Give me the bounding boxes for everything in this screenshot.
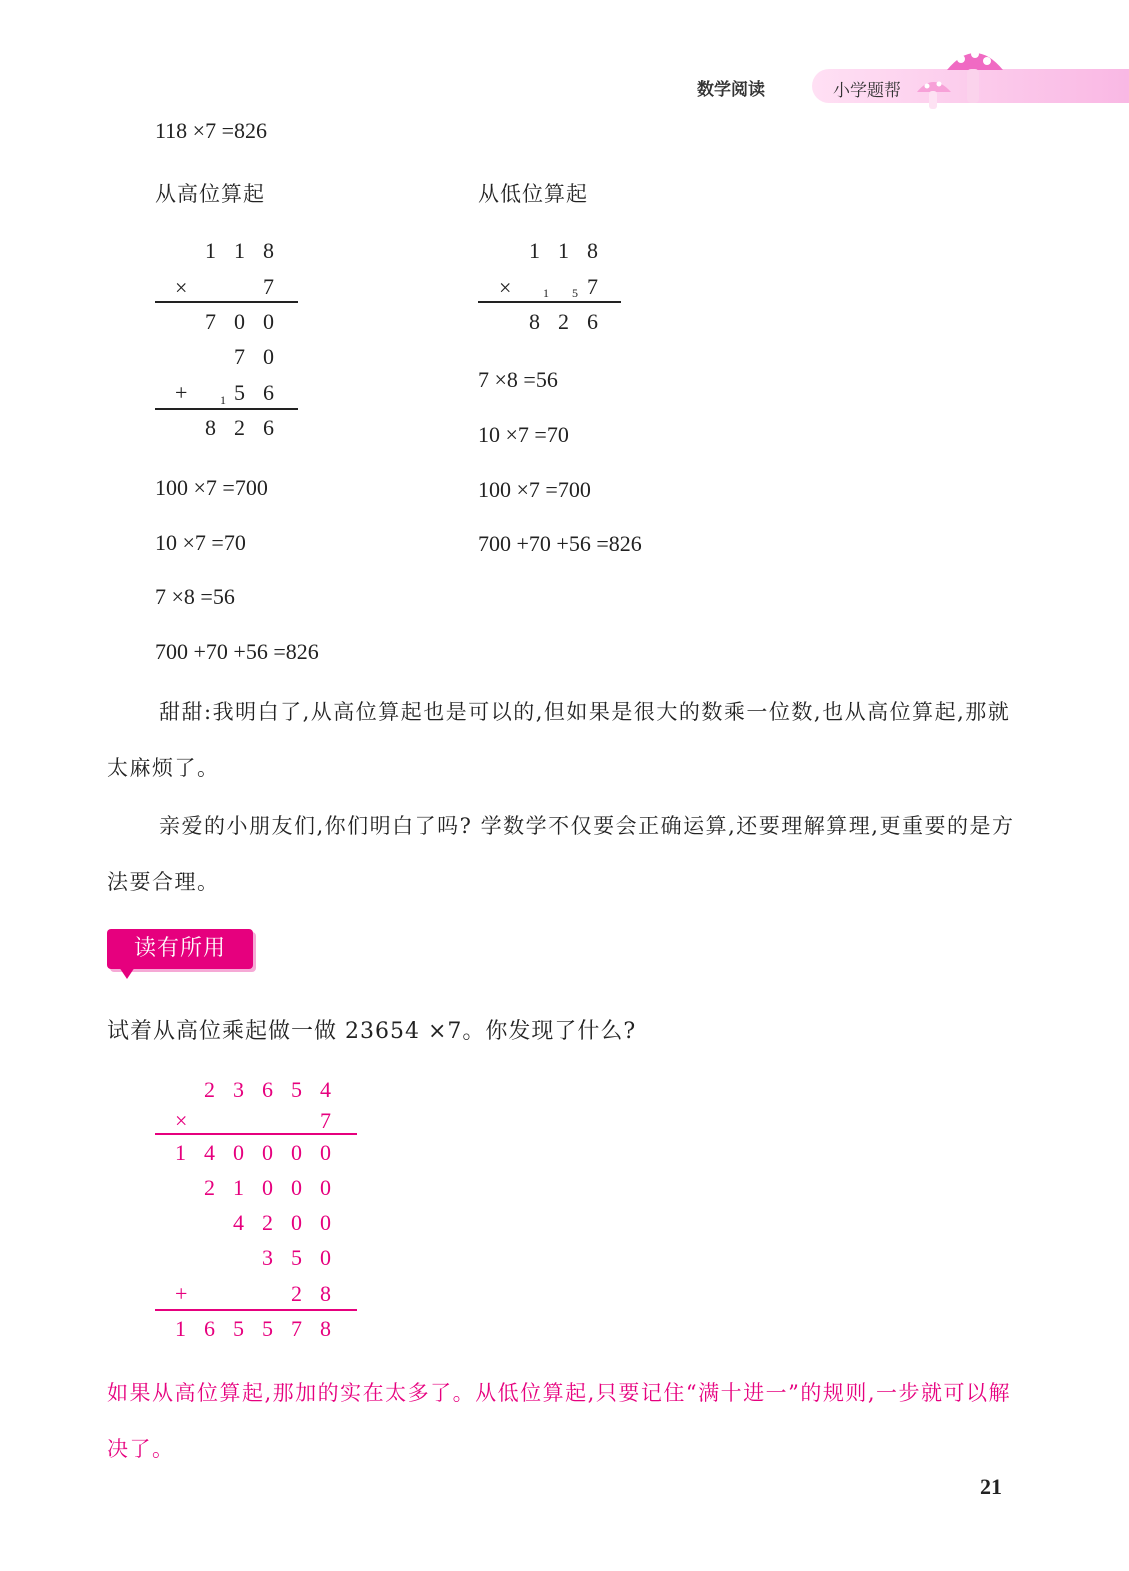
answer-p2-d2: 1 — [233, 1175, 244, 1200]
left-method-title: 从高位算起 — [155, 182, 265, 206]
right-top-digit-1: 1 — [529, 238, 540, 263]
right-carry-2: 5 — [572, 286, 578, 300]
answer-plus-sign: + — [175, 1281, 188, 1306]
left-partial-1-digit-3: 0 — [263, 309, 274, 334]
answer-p3-d3: 0 — [291, 1210, 302, 1235]
answer-p2-d4: 0 — [291, 1175, 302, 1200]
left-plus-sign: + — [175, 380, 188, 405]
left-step-1: 100 ×7 =700 — [155, 475, 268, 500]
answer-rule-2 — [155, 1309, 357, 1311]
right-method-title: 从低位算起 — [478, 182, 588, 206]
right-top-digit-2: 1 — [558, 238, 569, 263]
answer-top-digit-2: 3 — [233, 1077, 244, 1102]
answer-result-d5: 7 — [291, 1316, 302, 1341]
answer-p4-d2: 5 — [291, 1245, 302, 1270]
answer-p5-d1: 2 — [291, 1281, 302, 1306]
header-series-label: 小学题帮 — [833, 81, 901, 101]
left-top-digit-2: 1 — [234, 238, 245, 263]
answer-times-sign: × — [175, 1108, 188, 1133]
answer-p2-d3: 0 — [262, 1175, 273, 1200]
left-step-3: 7 ×8 =56 — [155, 584, 235, 609]
right-result-digit-3: 6 — [587, 309, 598, 334]
answer-rule-1 — [155, 1133, 357, 1135]
right-result-digit-2: 2 — [558, 309, 569, 334]
left-partial-2-digit-1: 7 — [234, 344, 245, 369]
paragraph-summary: 亲爱的小朋友们,你们明白了吗? 学数学不仅要会正确运算,还要理解算理,更重要的是方法要合理。 — [107, 814, 1015, 894]
header-section-label: 数学阅读 — [697, 80, 765, 100]
paragraph-tiantian: 甜甜:我明白了,从高位算起也是可以的,但如果是很大的数乘一位数,也从高位算起,那就太麻烦了。 — [107, 700, 1011, 780]
answer-top-digit-4: 5 — [291, 1077, 302, 1102]
answer-p1-d6: 0 — [320, 1140, 331, 1165]
answer-p2-d5: 0 — [320, 1175, 331, 1200]
right-step-1: 7 ×8 =56 — [478, 367, 558, 392]
left-result-digit-1: 8 — [205, 415, 216, 440]
left-carry: 1 — [220, 393, 226, 407]
answer-result-d4: 5 — [262, 1316, 273, 1341]
answer-result-d6: 8 — [320, 1316, 331, 1341]
answer-top-digit-5: 4 — [320, 1077, 331, 1102]
section-tag-tail — [119, 967, 135, 979]
left-rule-2 — [155, 408, 298, 410]
answer-result-d2: 6 — [204, 1316, 215, 1341]
answer-p1-d4: 0 — [262, 1140, 273, 1165]
left-partial-1-digit-2: 0 — [234, 309, 245, 334]
right-step-2: 10 ×7 =70 — [478, 422, 569, 447]
answer-p2-d1: 2 — [204, 1175, 215, 1200]
page-number: 21 — [980, 1474, 1002, 1499]
left-rule-1 — [155, 301, 298, 303]
answer-p1-d2: 4 — [204, 1140, 215, 1165]
right-step-4: 700 +70 +56 =826 — [478, 531, 642, 556]
answer-p4-d3: 0 — [320, 1245, 331, 1270]
left-result-digit-3: 6 — [263, 415, 274, 440]
left-step-4: 700 +70 +56 =826 — [155, 639, 319, 664]
intro-equation: 118 ×7 =826 — [155, 118, 267, 143]
mushroom-icon — [915, 42, 1005, 112]
left-step-2: 10 ×7 =70 — [155, 530, 246, 555]
left-partial-2-digit-2: 0 — [263, 344, 274, 369]
answer-top-digit-1: 2 — [204, 1077, 215, 1102]
left-top-digit-3: 8 — [263, 238, 274, 263]
left-result-digit-2: 2 — [234, 415, 245, 440]
answer-p4-d1: 3 — [262, 1245, 273, 1270]
answer-result-d3: 5 — [233, 1316, 244, 1341]
left-partial-1-digit-1: 7 — [205, 309, 216, 334]
answer-p1-d5: 0 — [291, 1140, 302, 1165]
answer-p3-d4: 0 — [320, 1210, 331, 1235]
answer-p3-d1: 4 — [233, 1210, 244, 1235]
left-partial-3-digit-2: 6 — [263, 380, 274, 405]
right-step-3: 100 ×7 =700 — [478, 477, 591, 502]
section-tag: 读有所用 — [107, 929, 253, 969]
right-carry-1: 1 — [543, 286, 549, 300]
answer-p5-d2: 8 — [320, 1281, 331, 1306]
answer-p1-d1: 1 — [175, 1140, 186, 1165]
answer-multiplier: 7 — [320, 1108, 331, 1133]
right-rule — [478, 301, 621, 303]
left-multiplier: 7 — [263, 274, 274, 299]
left-partial-3-digit-1: 5 — [234, 380, 245, 405]
answer-explanation: 如果从高位算起,那加的实在太多了。从低位算起,只要记住“满十进一”的规则,一步就可以解决了。 — [107, 1381, 1011, 1461]
answer-result-d1: 1 — [175, 1316, 186, 1341]
exercise-question: 试着从高位乘起做一做 23654 ×7。你发现了什么? — [107, 1019, 637, 1044]
right-times-sign: × — [499, 275, 512, 300]
answer-top-digit-3: 6 — [262, 1077, 273, 1102]
right-top-digit-3: 8 — [587, 238, 598, 263]
left-top-digit-1: 1 — [205, 238, 216, 263]
left-times-sign: × — [175, 275, 188, 300]
answer-p1-d3: 0 — [233, 1140, 244, 1165]
right-multiplier: 7 — [587, 274, 598, 299]
answer-p3-d2: 2 — [262, 1210, 273, 1235]
right-result-digit-1: 8 — [529, 309, 540, 334]
